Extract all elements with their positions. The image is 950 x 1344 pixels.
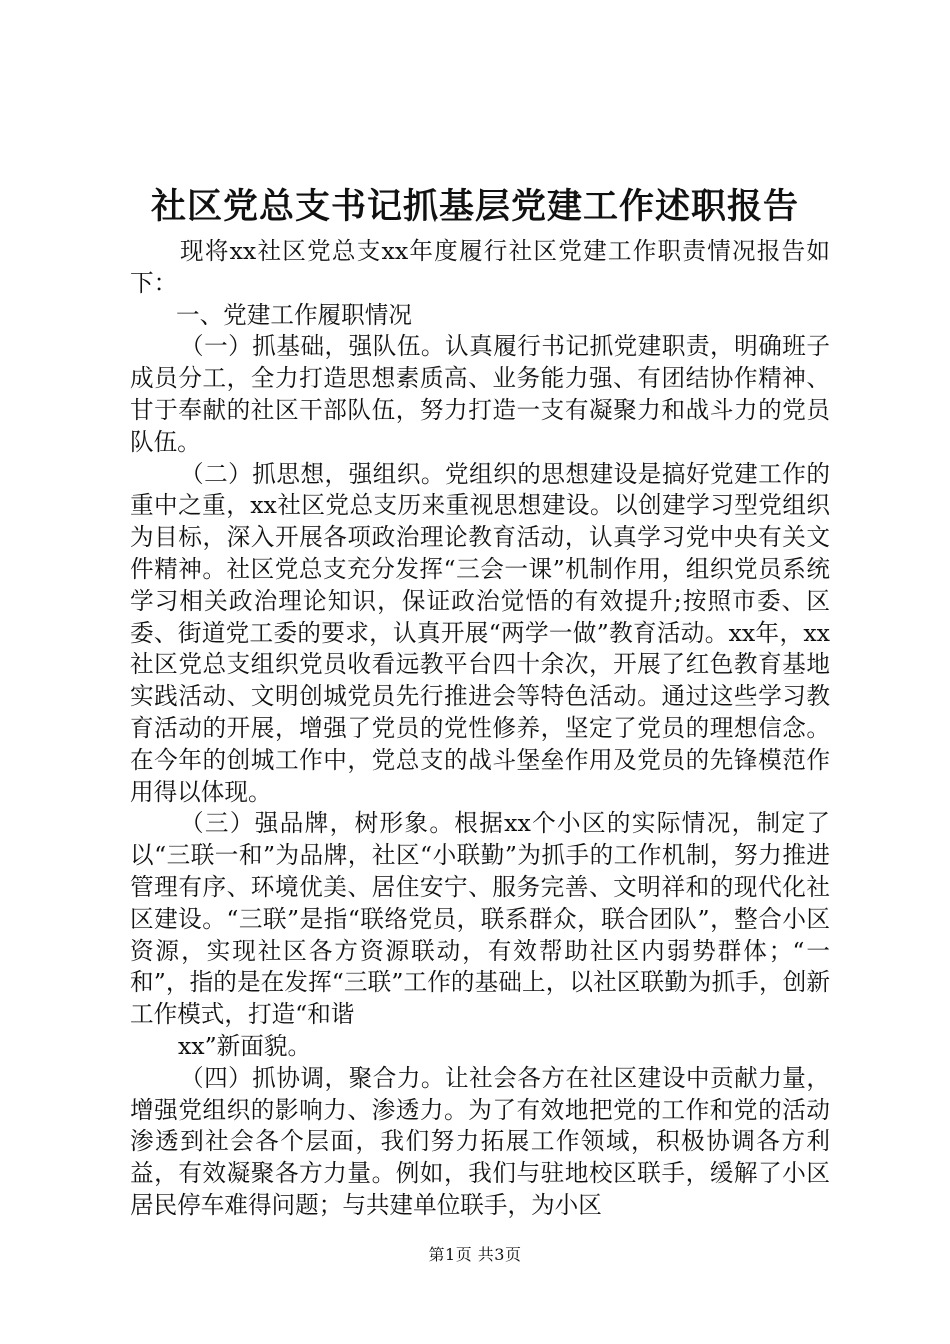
page-number-footer: 第1页 共3页 xyxy=(428,1245,522,1264)
paragraph-item-4: （四）抓协调，聚合力。让社会各方在社区建设中贡献力量，增强党组织的影响力、渗透力。为了有效地把党的工作和党的活动渗透到社会各个层面，我们努力拓展工作领域，积极协调各方利益，有效凝聚各方力量。例如，我们与驻地校区联手，缓解了小区居民停车难得问题；与共建单位联手，为小区 xyxy=(130,1063,830,1219)
paragraph-item-1: （一）抓基础，强队伍。认真履行书记抓党建职责，明确班子成员分工，全力打造思想素质高、业务能力强、有团结协作精神、甘于奉献的社区干部队伍，努力打造一支有凝聚力和战斗力的党员队伍。 xyxy=(130,332,830,456)
paragraph-item-2: （二）抓思想，强组织。党组织的思想建设是搞好党建工作的重中之重，xx社区党总支历来重视思想建设。以创建学习型党组织为目标，深入开展各项政治理论教育活动，认真学习党中央有关文件精神。社区党总支充分发挥“三会一课”机制作用，组织党员系统学习相关政治理论知识，保证政治觉悟的有效提升;按照市委、区委、街道党工委的要求，认真开展“两学一做”教育活动。xx年，xx社区党总支组织党员收看远教平台四十余次，开展了红色教育基地实践活动、文明创城党员先行推进会等特色活动。通过这些学习教育活动的开展，增强了党员的党性修养，坚定了党员的理想信念。在今年的创城工作中，党总支的战斗堡垒作用及党员的先锋模范作用得以体现。 xyxy=(130,459,830,806)
paragraph-item-3: （三）强品牌，树形象。根据xx个小区的实际情况，制定了以“三联一和”为品牌，社区“小联勤”为抓手的工作机制，努力推进管理有序、环境优美、居住安宁、服务完善、文明祥和的现代化社区建设。“三联”是指“联络党员，联系群众，联合团队”，整合小区资源，实现社区各方资源联动，有效帮助社区内弱势群体；“一和”，指的是在发挥“三联”工作的基础上，以社区联勤为抓手，创新工作模式，打造“和谐 xyxy=(130,809,830,1029)
document-body xyxy=(130,236,830,1222)
section-heading: 一、党建工作履职情况 xyxy=(176,300,412,329)
intro-paragraph: 现将xx社区党总支xx年度履行社区党建工作职责情况报告如下： xyxy=(130,237,830,297)
paragraph-item-3-continuation: xx”新面貌。 xyxy=(178,1031,312,1060)
document-title: 社区党总支书记抓基层党建工作述职报告 xyxy=(150,187,799,227)
